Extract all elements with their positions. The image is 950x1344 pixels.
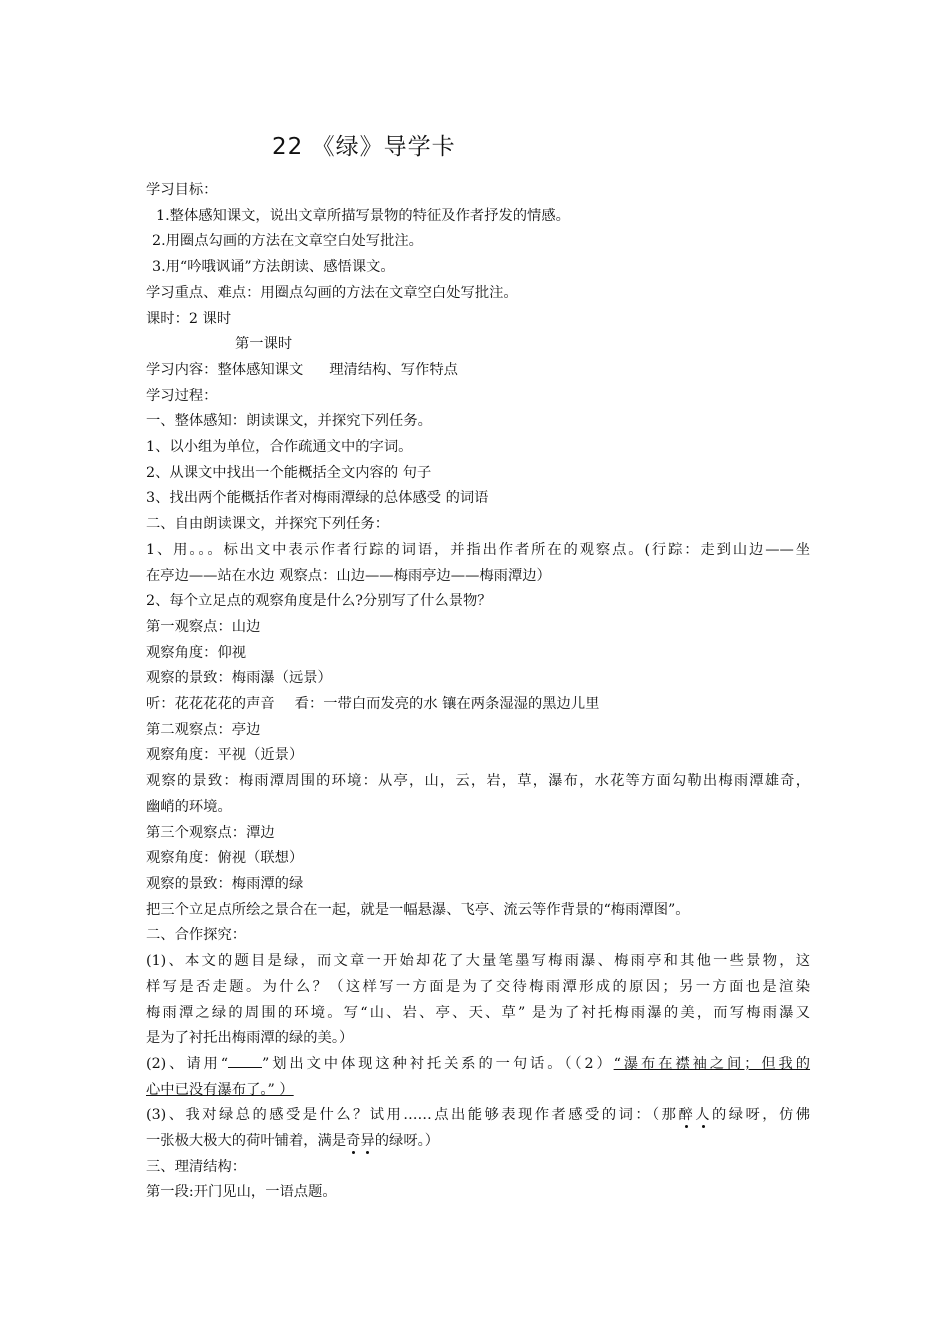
view2-point: 第二观察点：亭边 [146, 721, 261, 738]
dotted-char-1: 醉 [678, 1107, 696, 1124]
question3-prefix: (3)、我对绿总的感受是什么？试用……点出能够表现作者感受的词：（那 [146, 1107, 679, 1124]
view2-scene-line1: 观察的景致：梅雨潭周围的环境：从亭，山，云，岩，草，瀑布，水花等方面勾勒出梅雨潭雄奇， [146, 773, 810, 790]
section2-task-2: 2、每个立足点的观察角度是什么?分别写了什么景物？ [146, 593, 492, 610]
question3-suffix: 的绿呀，仿佛 [711, 1107, 811, 1124]
question2-answer-part2: 心中已没有瀑布了。” ） [146, 1081, 294, 1098]
view1-look: 看：一带白而发亮的水 镶在两条湿湿的黑边儿里 [294, 696, 600, 713]
paragraph1-structure: 第一段:开门见山，一语点题。 [146, 1184, 337, 1201]
view1-scene: 观察的景致：梅雨瀑（远景） [146, 670, 332, 687]
question2-line2 [146, 1078, 810, 1104]
section2-task-1-line1: 1、用。。。标出文中表示作者行踪的词语，并指出作者所在的观察点。(行踪：走到山边——坐 [146, 541, 810, 558]
view-summary: 把三个立足点所绘之景合在一起，就是一幅悬瀑、飞亭、流云等作背景的“梅雨潭图”。 [146, 901, 690, 918]
question3-line2 [146, 1129, 810, 1155]
question3-line2-prefix: 一张极大极大的荷叶铺着，满是 [146, 1133, 347, 1150]
question2-answer-part1: “瀑布在襟袖之间；但我的 [613, 1055, 811, 1072]
view1-point: 第一观察点：山边 [146, 618, 261, 635]
view3-angle: 观察角度：俯视（联想） [146, 850, 304, 867]
question1-line1: (1)、本文的题目是绿，而文章一开始却花了大量笔墨写梅雨瀑、梅雨亭和其他一些景物，这 [146, 953, 810, 970]
view1-details [146, 692, 810, 718]
view2-scene-line2: 幽峭的环境。 [146, 798, 232, 815]
question2-middle: ”划出文中体现这种衬托关系的一句话。（（2） [262, 1055, 614, 1072]
process-heading: 学习过程： [146, 387, 218, 404]
dotted-char-3: 奇 [346, 1133, 361, 1150]
section1-task-1: 1、以小组为单位，合作疏通文中的字词。 [146, 439, 413, 456]
question2-line1 [146, 1052, 810, 1078]
question1-line3: 梅雨潭之绿的周围的环境。写“山、岩、亭、天、草” 是为了衬托梅雨瀑的美，而写梅雨瀑又 [146, 1004, 810, 1021]
view1-listen: 听：花花花花的声音 [146, 696, 275, 713]
goal-2: 2.用圈点勾画的方法在文章空白处写批注。 [152, 233, 423, 250]
class-hours: 课时：2 课时 [146, 310, 232, 327]
section1-task-2: 2、从课文中找出一个能概括全文内容的 句子 [146, 464, 432, 481]
dotted-char-2: 人 [695, 1107, 712, 1124]
goal-1: 1.整体感知课文，说出文章所描写景物的特征及作者抒发的情感。 [156, 207, 570, 224]
question3-line1 [146, 1103, 810, 1129]
document-body [146, 178, 810, 1206]
section1-task-3: 3、找出两个能概括作者对梅雨潭绿的总体感受 的词语 [146, 490, 489, 507]
page-title: 22 《绿》导学卡 [272, 134, 456, 160]
lesson-heading: 第一课时 [235, 336, 293, 353]
learning-content [146, 358, 810, 384]
view3-point: 第三个观察点：潭边 [146, 824, 275, 841]
underline-blank [228, 1053, 262, 1068]
question1-line4: 是为了衬托出梅雨潭的绿的美。） [146, 1030, 354, 1047]
section2-heading: 二、自由朗读课文，并探究下列任务： [146, 516, 390, 533]
key-points: 学习重点、难点：用圈点勾画的方法在文章空白处写批注。 [146, 284, 518, 301]
section3-heading: 三、理清结构： [146, 1158, 247, 1175]
question1-line2: 样写是否走题。为什么？（这样写一方面是为了交待梅雨潭形成的原因；另一方面也是渲染 [146, 978, 810, 995]
learning-content-b: 理清结构、写作特点 [329, 361, 458, 378]
coop-heading: 二、合作探究： [146, 927, 247, 944]
goals-heading: 学习目标： [146, 182, 218, 198]
question3-line2-suffix: 的绿呀。） [374, 1133, 440, 1150]
learning-content-a: 学习内容：整体感知课文 [146, 361, 304, 378]
view1-angle: 观察角度：仰视 [146, 644, 247, 661]
dotted-char-4: 异 [360, 1133, 375, 1150]
goal-3: 3.用“吟哦讽诵”方法朗读、感悟课文。 [152, 259, 395, 276]
section2-task-1-line2: 在亭边——站在水边 观察点：山边——梅雨亭边——梅雨潭边） [146, 567, 551, 584]
view2-angle: 观察角度：平视（近景） [146, 747, 304, 764]
view3-scene: 观察的景致：梅雨潭的绿 [146, 875, 304, 892]
section1-heading: 一、整体感知：朗读课文，并探究下列任务。 [146, 413, 432, 430]
question2-prefix: (2)、请用“ [146, 1055, 229, 1072]
